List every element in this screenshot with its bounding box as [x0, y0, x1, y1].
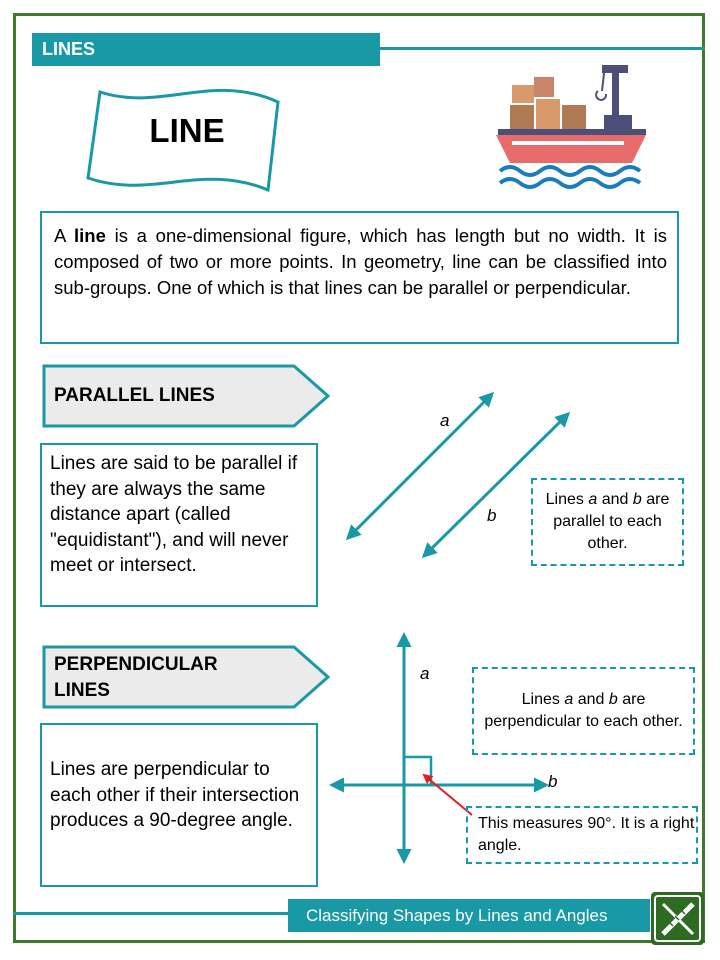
footer-title: Classifying Shapes by Lines and Angles — [288, 899, 650, 932]
perpendicular-note: Lines a and b are perpendicular to each other. — [472, 667, 695, 755]
perpendicular-heading: PERPENDICULAR LINES — [54, 654, 218, 701]
perpendicular-label-a: a — [420, 664, 430, 683]
footer-rule — [13, 912, 290, 915]
cargo-ship-icon — [494, 65, 649, 195]
definition-text: is a one-dimensional figure, which has length but no width. It is composed of two or more points. In geometry, line can be classified into sub-groups. One of which is that lines can be parallel or perpendicular. — [54, 225, 667, 298]
definition-box — [40, 211, 679, 344]
parallel-label-b: b — [487, 506, 497, 525]
section-title: LINES — [32, 33, 380, 66]
definition-prefix: A — [54, 225, 75, 246]
perpendicular-description: Lines are perpendicular to each other if their intersection produces a 90-degree angle. — [40, 723, 318, 887]
header-rule — [380, 47, 705, 50]
parallel-label-a: a — [440, 411, 450, 430]
angle-pointer — [424, 775, 472, 815]
right-angle-mark — [404, 757, 431, 785]
right-angle-note: This measures 90°. It is a right angle. — [466, 806, 698, 864]
banner-title: LINE — [149, 112, 225, 149]
perpendicular-label-b: b — [548, 772, 558, 791]
line-a — [348, 394, 492, 538]
definition-term: line — [74, 225, 106, 246]
parallel-heading: PARALLEL LINES — [54, 385, 215, 406]
parallel-description: Lines are said to be parallel if they are always the same distance apart (called "equidistant"), and will never meet or intersect. — [40, 443, 318, 607]
ruler-pencil-logo-icon — [651, 892, 704, 945]
parallel-note: Lines a and b are parallel to each other. — [531, 478, 684, 566]
